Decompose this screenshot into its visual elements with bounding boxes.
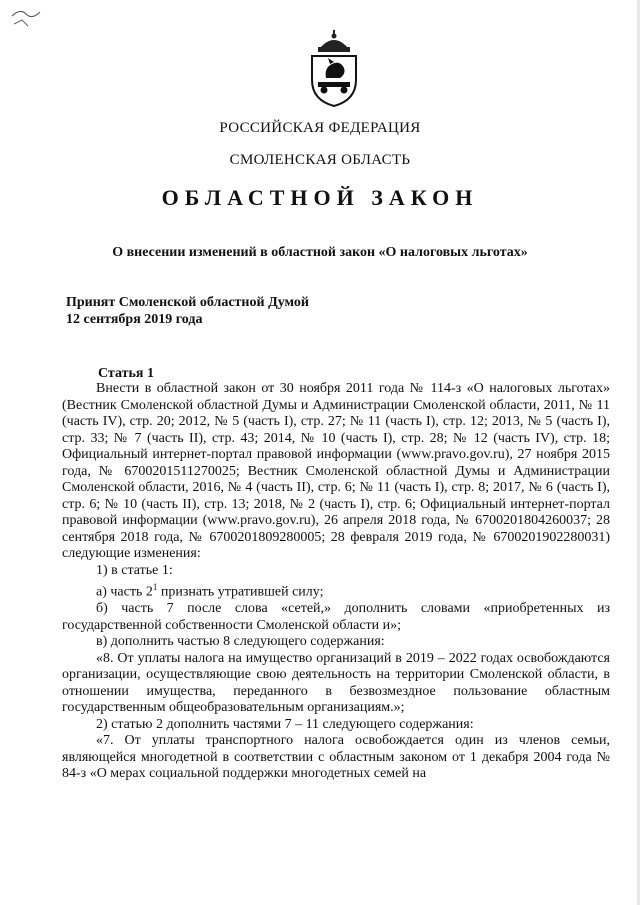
region-heading: СМОЛЕНСКАЯ ОБЛАСТЬ <box>229 152 411 168</box>
country-heading: РОССИЙСКАЯ ФЕДЕРАЦИЯ <box>219 120 421 136</box>
document-type-title: ОБЛАСТНОЙ ЗАКОН <box>161 185 479 210</box>
paragraph: 1) в статье 1: <box>96 562 173 578</box>
adoption-date: 12 сентября 2019 года <box>66 312 203 327</box>
paragraph: «8. От уплаты налога на имущество организаций в 2019 – 2022 годах освобождаются организации, осуществляющие свою деятельность на территории Смоленской области, в отношении имущества, переданного в безвозмездное пользование областным государственным общеобразовательным организациям.»; <box>62 650 610 716</box>
item-a-superscript: 1 <box>152 582 158 592</box>
paragraph: 2) статью 2 дополнить частями 7 – 11 следующего содержания: <box>96 716 474 732</box>
paragraph: Внести в областной закон от 30 ноября 2011 года № 114-з «О налоговых льготах» (Вестник Смоленской областной Думы и Администрации Смоленской области, 2011, № 11 (часть IV), стр. 20; 2012, № 5 (часть I), стр. 27; № 11 (часть I), стр. 12; 2013, № 5 (часть I), стр. 33; № 7 (часть II), стр. 43; 2014, № 10 (часть I), стр. 28; № 12 (часть IV), стр. 18; Официальный интернет-портал правовой информации (www.pravo.gov.ru), 27 ноября 2015 года, № 6700201511270025; Вестник Смоленской областной Думы и Администрации Смоленской области, 2016, № 4 (часть II), стр. 6; № 11 (часть I), стр. 8; 2017, № 6 (часть I), стр. 6; № 10 (часть II), стр. 13; 2018, № 2 (часть I), стр. 6; Официальный интернет-портал правовой информации (www.pravo.gov.ru), 26 апреля 2018 года, № 6700201804260037; 28 сентября 2018 года, № 6700201809280005; 28 февраля 2019 года, № 6700201902280031) следующие изменения: <box>62 381 610 561</box>
paragraph: «7. От уплаты транспортного налога освобождается один из членов семьи, являющейся многодетной в соответствии с областным законом от 1 декабря 2004 года № 84-з «О мерах социальной поддержки многодетных семей на <box>62 733 610 782</box>
scan-mark-icon <box>8 6 48 32</box>
adoption-block <box>66 294 309 328</box>
paragraph: в) дополнить частью 8 следующего содержания: <box>96 634 385 650</box>
article-body <box>62 381 610 783</box>
article-title: Статья 1 <box>98 366 154 381</box>
law-subject: О внесении изменений в областной закон «О налоговых льготах» <box>112 245 528 260</box>
coat-of-arms-icon <box>304 30 364 108</box>
paragraph: б) часть 7 после слова «сетей,» дополнить словами «приобретенных из государственной собственности Смоленской области и»; <box>62 601 610 633</box>
item-a-prefix: а) часть 2 <box>96 584 153 600</box>
item-a-suffix: признать утратившей силу; <box>157 584 324 600</box>
adoption-line: Принят Смоленской областной Думой <box>66 295 309 310</box>
paragraph-item-a <box>62 579 610 601</box>
